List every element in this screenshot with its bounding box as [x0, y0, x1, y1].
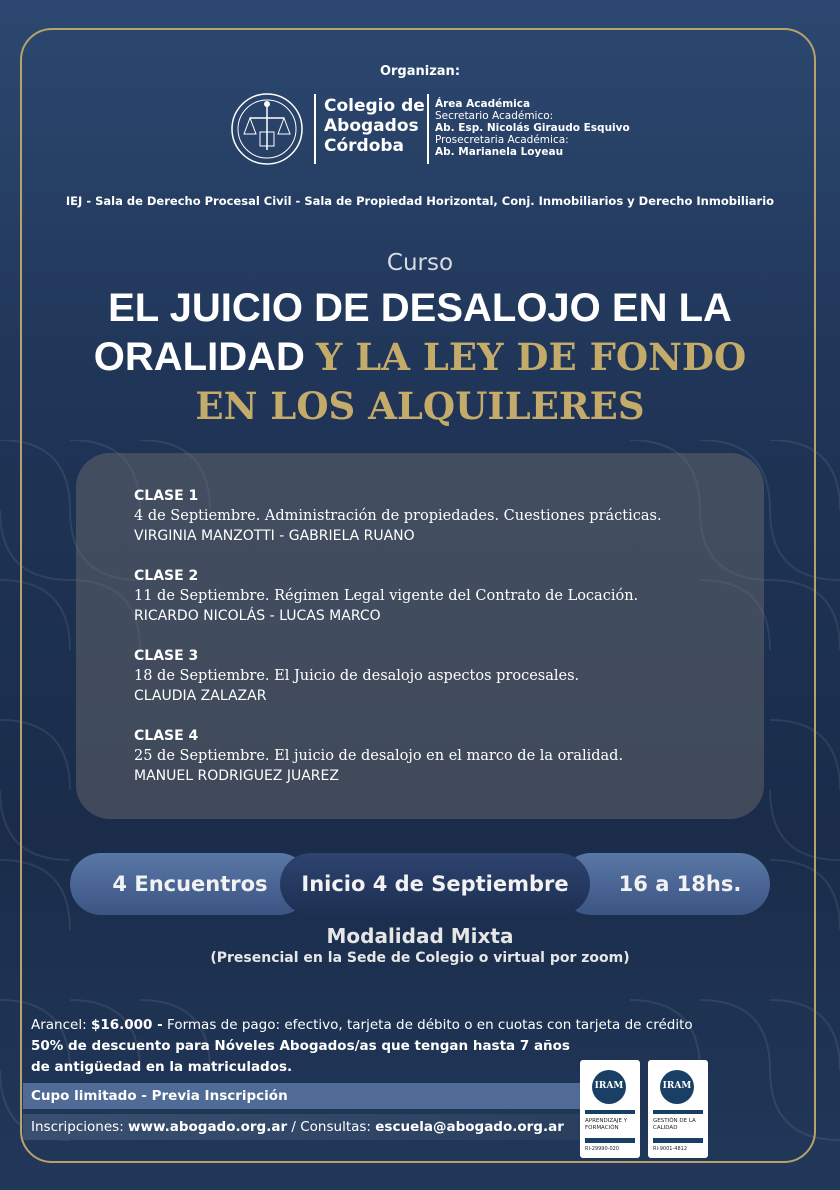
iram-logo-icon: IRAM	[660, 1070, 694, 1104]
course-title: EL JUICIO DE DESALOJO EN LA ORALIDAD Y LA LEY DE FONDO EN LOS ALQUILERES	[93, 286, 747, 428]
colegio-name: Colegio de Abogados Córdoba	[324, 96, 425, 156]
organizan-label: Organizan:	[379, 64, 461, 79]
inicio-pill: Inicio 4 de Septiembre	[280, 853, 590, 915]
divider	[427, 94, 429, 164]
clase-item: CLASE 1 4 de Septiembre. Administración de propiedades. Cuestiones prácticas. VIRGINIA MANZOTTI - GABRIELA RUANO	[134, 488, 662, 544]
website-link[interactable]: www.abogado.org.ar	[128, 1119, 288, 1135]
iram-cert-badge: IRAM GESTIÓN DE LA CALIDAD RI-9001-4812	[648, 1060, 708, 1158]
modalidad-detail: (Presencial en la Sede de Colegio o virtual por zoom)	[210, 950, 630, 966]
encuentros-pill: 4 Encuentros	[70, 853, 310, 915]
organizer-logos	[230, 90, 630, 170]
inscripciones-bar: Inscripciones: www.abogado.org.ar / Consultas: escuela@abogado.org.ar	[23, 1114, 583, 1140]
divider	[314, 94, 316, 164]
curso-label: Curso	[386, 250, 454, 276]
area-academica: Área Académica Secretario Académico: Ab. Esp. Nicolás Giraudo Esquivo Prosecretaria Académica: Ab. Marianela Loyeau	[435, 98, 630, 158]
cupo-bar: Cupo limitado - Previa Inscripción	[23, 1083, 583, 1109]
clase-item: CLASE 2 11 de Septiembre. Régimen Legal vigente del Contrato de Locación. RICARDO NICOLÁS - LUCAS MARCO	[134, 568, 639, 624]
horario-pill: 16 a 18hs.	[560, 853, 770, 915]
colegio-seal-icon	[230, 92, 304, 166]
salas-line: IEJ - Sala de Derecho Procesal Civil - Sala de Propiedad Horizontal, Conj. Inmobiliarios y Derecho Inmobiliario	[65, 194, 775, 208]
iram-logo-icon: IRAM	[592, 1070, 626, 1104]
clase-item: CLASE 4 25 de Septiembre. El juicio de desalojo en el marco de la oralidad. MANUEL RODRIGUEZ JUAREZ	[134, 728, 624, 784]
arancel-info: Arancel: $16.000 - Formas de pago: efectivo, tarjeta de débito o en cuotas con tarjeta de crédito 50% de descuento para Nóveles Abogados/as que tengan hasta 7 años de antigüedad en la matriculados.	[31, 1017, 693, 1075]
clase-item: CLASE 3 18 de Septiembre. El Juicio de desalojo aspectos procesales. CLAUDIA ZALAZAR	[134, 648, 580, 704]
iram-cert-badge: IRAM APRENDIZAJE Y FORMACIÓN RI-29990-020	[580, 1060, 640, 1158]
email-link[interactable]: escuela@abogado.org.ar	[375, 1119, 564, 1135]
modalidad-title: Modalidad Mixta	[326, 924, 514, 948]
